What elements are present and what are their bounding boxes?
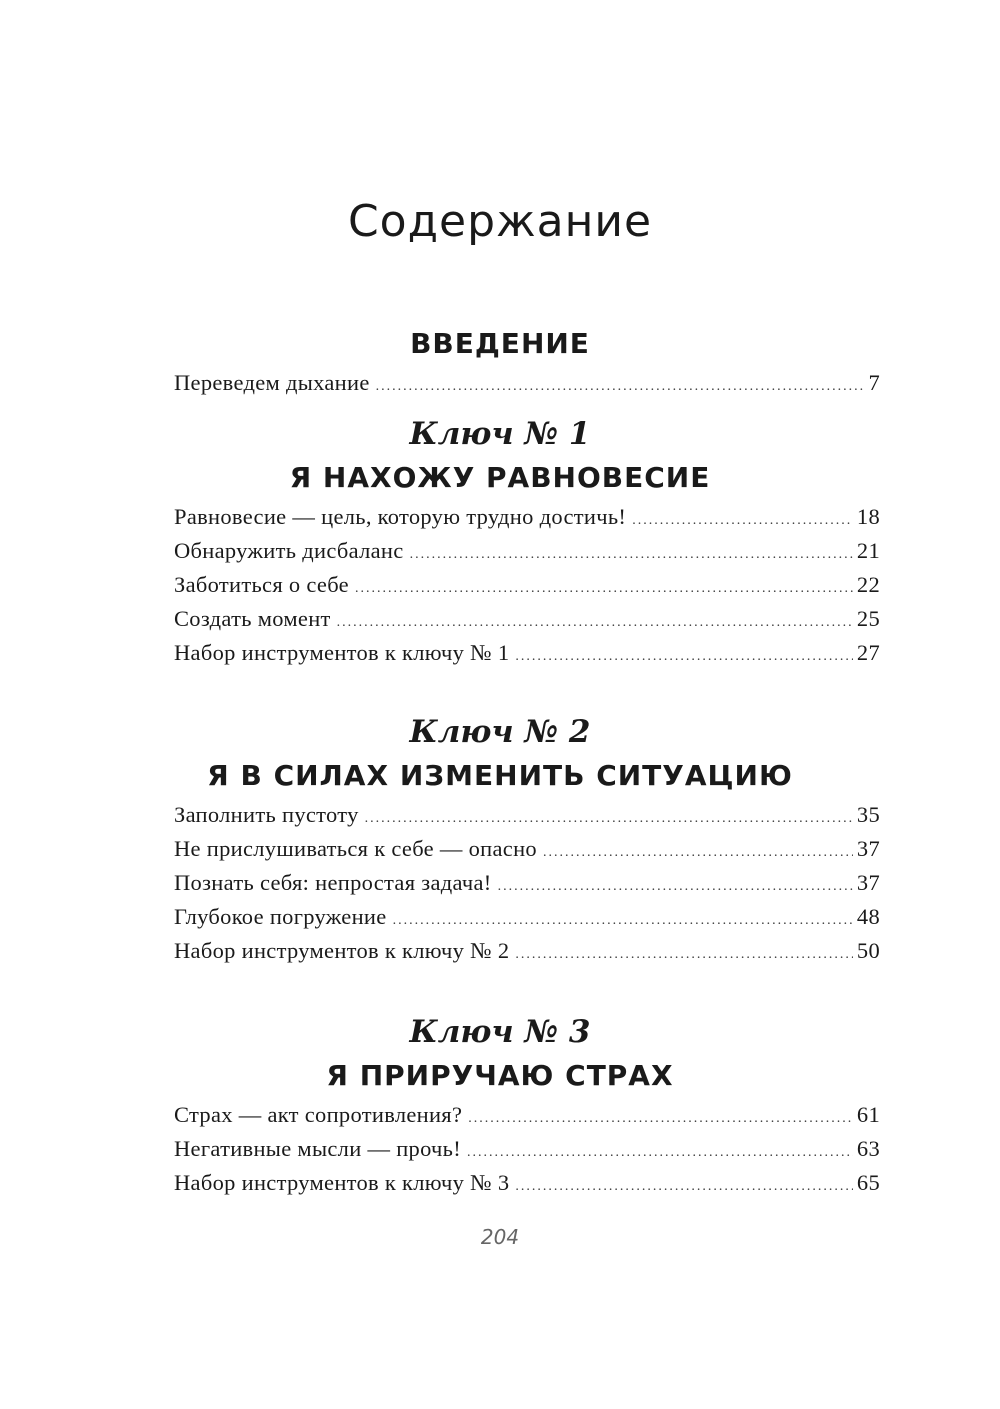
page-number: 204 <box>480 1225 520 1249</box>
toc-entry-title: Заполнить пустоту <box>174 802 359 827</box>
toc-entry[interactable] <box>174 934 880 968</box>
toc-entry-title: Не прислушиваться к себе — опасно <box>174 836 537 861</box>
dot-leader <box>337 606 853 640</box>
dot-leader <box>632 504 853 538</box>
toc-entry-title: Страх — акт сопротивления? <box>174 1102 463 1127</box>
key-label: Ключ № 1 <box>409 416 591 452</box>
toc-entry[interactable] <box>174 1166 880 1200</box>
dot-leader <box>365 802 853 836</box>
toc-entry-title: Набор инструментов к ключу № 3 <box>174 1170 510 1195</box>
dot-leader <box>355 572 853 606</box>
toc-entry-title: Обнаружить дисбаланс <box>174 538 404 563</box>
toc-entry-title: Переведем дыхание <box>174 370 370 395</box>
toc-entry-title: Набор инструментов к ключу № 1 <box>174 640 510 665</box>
section-key-1 <box>0 412 1000 670</box>
toc-entry-page: 37 <box>856 836 880 861</box>
toc-entry-title: Глубокое погружение <box>174 904 387 929</box>
dot-leader <box>376 370 865 404</box>
toc-entry-page: 21 <box>856 538 880 563</box>
toc-entry-title: Познать себя: непростая задача! <box>174 870 492 895</box>
toc-entry-page: 48 <box>856 904 880 929</box>
section-heading: Я В СИЛАХ ИЗМЕНИТЬ СИТУАЦИЮ <box>207 759 793 792</box>
section-heading: Я ПРИРУЧАЮ СТРАХ <box>326 1059 674 1092</box>
toc-entry-page: 27 <box>856 640 880 665</box>
toc-entry[interactable] <box>174 866 880 900</box>
toc-entry[interactable] <box>174 568 880 602</box>
toc-entry[interactable] <box>174 534 880 568</box>
dot-leader <box>468 1102 853 1136</box>
section-heading: ВВЕДЕНИЕ <box>410 327 590 360</box>
dot-leader <box>498 870 853 904</box>
dot-leader <box>515 1170 852 1204</box>
toc-entries <box>0 366 1000 400</box>
toc-entries <box>0 500 1000 670</box>
dot-leader <box>515 640 852 674</box>
toc-entry-title: Создать момент <box>174 606 331 631</box>
key-label: Ключ № 3 <box>409 1014 591 1050</box>
toc-entry-title: Равновесие — цель, которую трудно достичь! <box>174 504 627 529</box>
section-key-3 <box>0 1010 1000 1200</box>
toc-entry-title: Негативные мысли — прочь! <box>174 1136 462 1161</box>
dot-leader <box>393 904 853 938</box>
toc-entry-title: Набор инструментов к ключу № 2 <box>174 938 510 963</box>
toc-entry[interactable] <box>174 832 880 866</box>
toc-entry-page: 65 <box>856 1170 880 1195</box>
dot-leader <box>515 938 852 972</box>
toc-entry-page: 61 <box>856 1102 880 1127</box>
section-key-2 <box>0 710 1000 968</box>
toc-entry-page: 18 <box>856 504 880 529</box>
page-title: Содержание <box>347 196 653 247</box>
toc-entries <box>0 1098 1000 1200</box>
toc-entry-page: 63 <box>856 1136 880 1161</box>
toc-entry-page: 25 <box>856 606 880 631</box>
toc-entry-page: 7 <box>868 370 880 395</box>
toc-entries <box>0 798 1000 968</box>
dot-leader <box>467 1136 853 1170</box>
toc-entry[interactable] <box>174 366 880 400</box>
toc-entry-page: 50 <box>856 938 880 963</box>
toc-entry[interactable] <box>174 636 880 670</box>
dot-leader <box>543 836 853 870</box>
toc-entry[interactable] <box>174 1132 880 1166</box>
toc-entry-title: Заботиться о себе <box>174 572 349 597</box>
toc-entry-page: 37 <box>856 870 880 895</box>
section-introduction <box>0 322 1000 400</box>
dot-leader <box>410 538 853 572</box>
key-label: Ключ № 2 <box>409 714 591 750</box>
section-heading: Я НАХОЖУ РАВНОВЕСИЕ <box>289 461 711 494</box>
toc-entry[interactable] <box>174 1098 880 1132</box>
toc-entry[interactable] <box>174 798 880 832</box>
toc-entry[interactable] <box>174 602 880 636</box>
toc-entry[interactable] <box>174 500 880 534</box>
toc-entry[interactable] <box>174 900 880 934</box>
toc-entry-page: 22 <box>856 572 880 597</box>
toc-entry-page: 35 <box>856 802 880 827</box>
